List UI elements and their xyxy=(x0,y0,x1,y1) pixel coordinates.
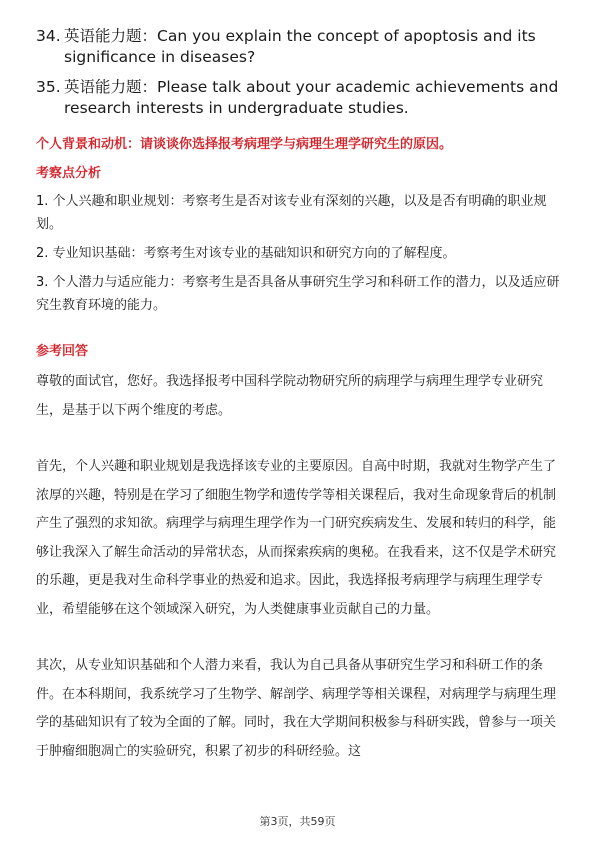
question-list xyxy=(36,26,566,128)
analysis-list xyxy=(36,190,561,323)
section-title: 个人背景和动机：请谈谈你选择报考病理学与病理生理学研究生的原因。 xyxy=(36,137,453,152)
answer-body xyxy=(36,368,561,794)
question-item xyxy=(36,26,566,68)
page-footer: 第3页，共59页 xyxy=(259,815,336,828)
answer-heading: 参考回答 xyxy=(36,344,89,359)
answer-paragraph: 其次，从专业知识基础和个人潜力来看，我认为自己具备从事研究生学习和科研工作的条件。在本科期间，我系统学习了生物学、解剖学、病理学等相关课程，对病理学与病理生理学的基础知识有了较为全面的了解。同时，我在大学期间积极参与科研实践，曾参与一项关于肿瘤细胞凋亡的实验研究，积累了初步的科研经验。这 xyxy=(36,658,557,759)
question-number: 34. xyxy=(36,27,61,45)
analysis-item: 2. 专业知识基础：考察考生对该专业的基础知识和研究方向的了解程度。 xyxy=(36,246,456,261)
question-text: 英语能力题：Please talk about your academic achievements and research interests in undergraduate studies. xyxy=(64,78,559,117)
question-number: 35. xyxy=(36,78,61,96)
analysis-heading: 考察点分析 xyxy=(36,166,102,181)
question-item xyxy=(36,77,566,119)
answer-paragraph: 尊敬的面试官，您好。我选择报考中国科学院动物研究所的病理学与病理生理学专业研究生，是基于以下两个维度的考虑。 xyxy=(36,374,544,418)
analysis-item: 1. 个人兴趣和职业规划：考察考生是否对该专业有深刻的兴趣，以及是否有明确的职业规划。 xyxy=(36,194,547,232)
answer-paragraph: 首先，个人兴趣和职业规划是我选择该专业的主要原因。自高中时期，我就对生物学产生了浓厚的兴趣，特别是在学习了细胞生物学和遗传学等相关课程后，我对生命现象背后的机制产生了强烈的求知欲。病理学与病理生理学作为一门研究疾病发生、发展和转归的科学，能够让我深入了解生命活动的异常状态，从而探索疾病的奥秘。在我看来，这不仅是学术研究的乐趣，更是我对生命科学事业的热爱和追求。因此，我选择报考病理学与病理生理学专业，希望能够在这个领域深入研究，为人类健康事业贡献自己的力量。 xyxy=(36,459,557,617)
analysis-item: 3. 个人潜力与适应能力：考察考生是否具备从事研究生学习和科研工作的潜力，以及适应研究生教育环境的能力。 xyxy=(36,275,560,313)
question-text: 英语能力题：Can you explain the concept of apoptosis and its significance in diseases? xyxy=(64,27,536,66)
